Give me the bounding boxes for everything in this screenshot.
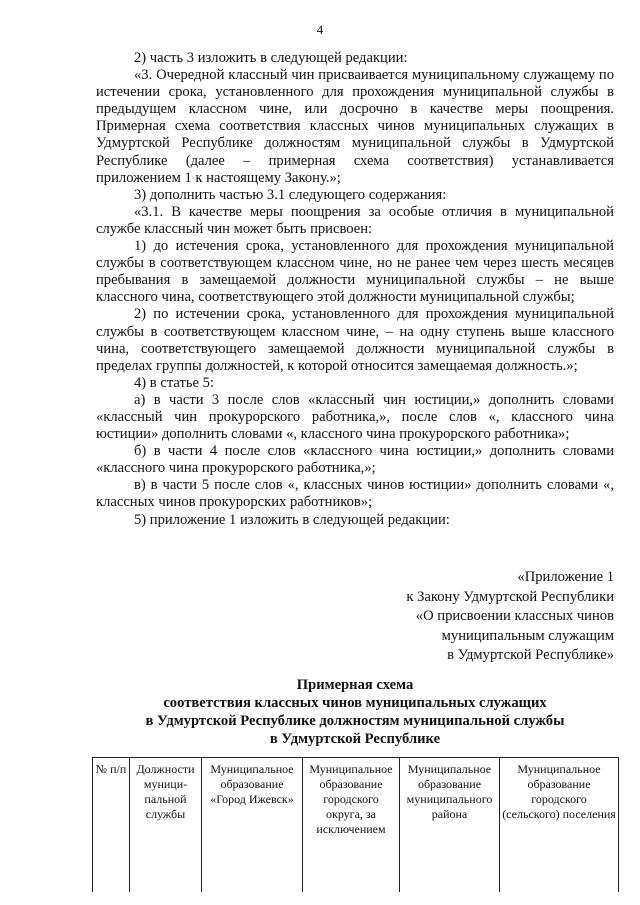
- table-header-number: № п/п: [93, 758, 130, 893]
- table-header-city-district: Муниципальное образование городского округа, за исключением: [303, 758, 400, 893]
- appendix-reference: [340, 568, 614, 666]
- schema-title: [96, 676, 614, 748]
- table-header-row: [93, 758, 619, 893]
- paragraph: 2) часть 3 изложить в следующей редакции:: [134, 50, 408, 66]
- paragraph: а) в части 3 после слов «классный чин юстиции,» дополнить словами «классный чин прокурорского работника,», после слов «, классного чина юстиции» дополнить словами «, классного чина прокурорского работника»;: [96, 391, 614, 443]
- page-number: 4: [316, 22, 324, 37]
- paragraph: «3.1. В качестве меры поощрения за особые отличия в муниципальной службе классный чин может быть присвоен:: [96, 203, 614, 237]
- appendix-reference-line: «О присвоении классных чинов: [415, 608, 614, 624]
- table-header-settlement: Муниципальное образование городского (сельского) поселения: [500, 758, 619, 893]
- table-header-izhevsk: Муниципальное образование «Город Ижевск»: [202, 758, 303, 893]
- schema-title-line: в Удмуртской Республике должностям муниципальной службы: [145, 713, 565, 729]
- schema-title-line: соответствия классных чинов муниципальных служащих: [163, 695, 547, 711]
- paragraph: 3) дополнить частью 3.1 следующего содержания:: [134, 186, 447, 203]
- paragraph: в) в части 5 после слов «, классных чинов юстиции» дополнить словами «, классных чинов прокурорских работников»;: [96, 477, 614, 511]
- paragraph: 2) по истечении срока, установленного для прохождения муниципальной службы в соответствующем классном чине, – на одну ступень выше классного чина, соответствующего замещаемой должности муниципальной службы в пределах группы должностей, к которой относится замещаемая должность.»;: [96, 306, 614, 374]
- schema-title-line: в Удмуртской Республике: [269, 731, 441, 747]
- schema-table: [92, 757, 619, 892]
- paragraph: 4) в статье 5:: [134, 374, 214, 391]
- table-header-positions: Должности муници-пальной службы: [130, 758, 202, 893]
- schema-title-line: Примерная схема: [296, 677, 414, 693]
- paragraph: б) в части 4 после слов «классного чина юстиции,» дополнить словами «классного чина прокурорского работника,»;: [96, 443, 614, 477]
- table-header-municipal-district: Муниципальное образование муниципального района: [400, 758, 500, 893]
- paragraph: «3. Очередной классный чин присваивается муниципальному служащему по истечении срока, установленного для прохождения муниципальной службы в предыдущем классном чине, или досрочно в качестве меры поощрения. Примерная схема соответствия классных чинов муниципальных служащих в Удмуртской Республике должностям муниципальной службы в Удмуртской Республике (далее – примерная схема соответствия) устанавливается приложением 1 к настоящему Закону.»;: [96, 67, 614, 186]
- paragraph: 1) до истечения срока, установленного для прохождения муниципальной службы в соответствующем классном чине, но не ранее чем через шесть месяцев пребывания в замещаемой должности муниципальной службы – не выше классного чина, соответствующего этой должности муниципальной службы;: [96, 238, 614, 306]
- paragraph: 5) приложение 1 изложить в следующей редакции:: [134, 511, 450, 528]
- body-text: [96, 50, 614, 529]
- appendix-reference-line: в Удмуртской Республике»: [447, 647, 614, 663]
- appendix-reference-line: «Приложение 1: [517, 569, 614, 585]
- appendix-reference-line: муниципальным служащим: [441, 627, 614, 644]
- appendix-reference-line: к Закону Удмуртской Республики: [406, 588, 614, 605]
